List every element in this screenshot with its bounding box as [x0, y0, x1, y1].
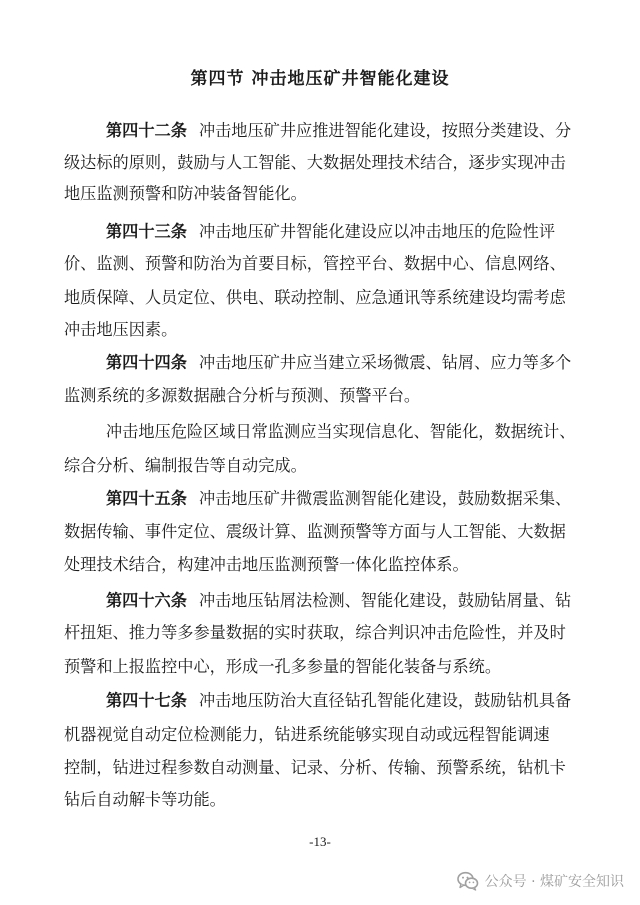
section-title: 第四节 冲击地压矿井智能化建设 — [190, 69, 450, 89]
article-42-line-2: 级达标的原则，鼓励与人工智能、大数据处理技术结合，逐步实现冲击 — [64, 153, 566, 172]
article-43-line-2: 价、监测、预警和防治为首要目标，管控平台、数据中心、信息网络、 — [64, 254, 566, 273]
page-number: -13- — [309, 834, 331, 849]
article-42-line-3: 地压监测预警和防冲装备智能化。 — [64, 184, 307, 203]
article-47-line-3: 控制，钻进过程参数自动测量、记录、分析、传输、预警系统，钻机卡 — [64, 758, 566, 777]
article-number: 第四十四条 — [106, 353, 187, 372]
article-number: 第四十七条 — [106, 691, 187, 710]
paragraph-line-2: 综合分析、编制报告等自动完成。 — [64, 456, 307, 475]
article-44-line-1: 第四十四条 冲击地压矿井应当建立采场微震、钻屑、应力等多个 — [106, 353, 572, 372]
article-45-line-3: 处理技术结合，构建冲击地压监测预警一体化监控体系。 — [64, 555, 469, 574]
article-44-line-2: 监测系统的多源数据融合分析与预测、预警平台。 — [64, 386, 421, 405]
article-43-line-4: 冲击地压因素。 — [64, 320, 178, 339]
article-47-line-4: 钻后自动解卡等功能。 — [64, 790, 226, 809]
wechat-icon — [457, 871, 479, 891]
article-number: 第四十三条 — [106, 222, 187, 241]
article-47-line-1: 第四十七条 冲击地压防治大直径钻孔智能化建设，鼓励钻机具备 — [106, 691, 572, 710]
watermark-text: 公众号 · 煤矿安全知识 — [484, 874, 624, 890]
article-45-line-2: 数据传输、事件定位、震级计算、监测预警等方面与人工智能、大数据 — [64, 522, 566, 541]
article-number: 第四十五条 — [106, 489, 187, 508]
article-46-line-2: 杆扭矩、推力等多参量数据的实时获取，综合判识冲击危险性，并及时 — [64, 623, 566, 642]
article-46-line-1: 第四十六条 冲击地压钻屑法检测、智能化建设，鼓励钻屑量、钻 — [106, 591, 572, 610]
article-number: 第四十二条 — [106, 121, 187, 140]
paragraph-line-1: 冲击地压危险区域日常监测应当实现信息化、智能化，数据统计、 — [106, 422, 576, 441]
article-47-line-2: 机器视觉自动定位检测能力，钻进系统能够实现自动或远程智能调速 — [64, 725, 550, 744]
article-42-line-1: 第四十二条 冲击地压矿井应推进智能化建设，按照分类建设、分 — [106, 121, 572, 140]
article-45-line-1: 第四十五条 冲击地压矿井微震监测智能化建设，鼓励数据采集、 — [106, 489, 572, 508]
watermark — [457, 869, 624, 893]
article-43-line-3: 地质保障、人员定位、供电、联动控制、应急通讯等系统建设均需考虑 — [64, 288, 566, 307]
article-46-line-3: 预警和上报监控中心，形成一孔多参量的智能化装备与系统。 — [64, 657, 502, 676]
article-43-line-1: 第四十三条 冲击地压矿井智能化建设应以冲击地压的危险性评 — [106, 222, 556, 241]
article-number: 第四十六条 — [106, 591, 187, 610]
